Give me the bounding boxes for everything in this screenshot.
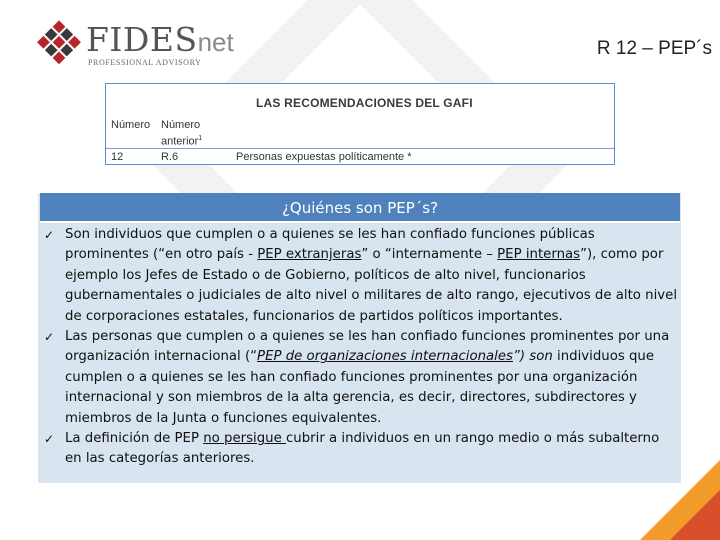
list-item bbox=[44, 327, 680, 429]
checkmark-icon: ✓ bbox=[44, 330, 55, 345]
gafi-col-anterior-text: anterior bbox=[161, 135, 199, 148]
logo-wordmark-net: net bbox=[197, 27, 234, 57]
gafi-row-anterior: R.6 bbox=[161, 151, 179, 163]
bullet-underlined-text: PEP extranjeras bbox=[257, 247, 362, 263]
bullet-text: La definición de PEP bbox=[65, 431, 204, 447]
slide-title: R 12 – PEP´s bbox=[596, 38, 712, 59]
fides-logo bbox=[36, 18, 236, 70]
gafi-col-anterior-footnote: 1 bbox=[198, 135, 203, 142]
bullet-list bbox=[44, 225, 680, 470]
bullet-text: ” o “internamente – bbox=[361, 247, 498, 263]
gafi-col-anterior-line1: Número bbox=[161, 119, 201, 131]
gafi-table-row bbox=[106, 148, 614, 167]
gafi-recommendations-table bbox=[105, 83, 615, 165]
list-item bbox=[44, 429, 680, 470]
bullet-underlined-text: PEP internas bbox=[497, 247, 581, 263]
gafi-row-descripcion: Personas expuestas políticamente * bbox=[236, 151, 412, 163]
bullet-underlined-text: no persigue bbox=[203, 431, 286, 447]
logo-tagline: PROFESSIONAL ADVISORY bbox=[88, 58, 202, 67]
gafi-col-numero: Número bbox=[111, 119, 151, 131]
gafi-col-anterior-line2 bbox=[161, 132, 202, 149]
bullet-text: Las personas que cumplen o a quienes se les han confiado funciones prominentes por una organización internacional (“ bbox=[65, 329, 670, 365]
checkmark-icon: ✓ bbox=[44, 432, 55, 447]
bullet-text: ”), como por ejemplo los Jefes de Estado o de Gobierno, políticos de alto nivel, funcionarios gubernamentales o judiciales de alto nivel o militares de alto rango, ejecutivos de alto nivel de corporaciones estatales, funcionarios de partidos políticos importantes. bbox=[65, 247, 678, 324]
gafi-col-numero-anterior bbox=[161, 118, 202, 149]
checkmark-icon: ✓ bbox=[44, 228, 55, 242]
bullet-text: individuos que cumplen o a quienes se les han confiado funciones prominentes por una organización internacional y son miembros de la alta gerencia, es decir, directores, subdirectores y miembros de la Junta o funciones equivalentes. bbox=[65, 349, 655, 426]
bullet-underlined-text: PEP de organizaciones internacionales bbox=[257, 349, 513, 365]
bullet-italic-text: ”) son bbox=[512, 349, 553, 365]
fides-diamond-logo-icon bbox=[36, 20, 82, 66]
panel-header: ¿Quiénes son PEP´s? bbox=[40, 193, 680, 223]
logo-wordmark bbox=[86, 22, 234, 60]
gafi-table-title: LAS RECOMENDACIONES DEL GAFI bbox=[256, 96, 473, 110]
bullet-text: cubrir a individuos en un rango medio o más subalterno en las categorías anteriores. bbox=[65, 431, 660, 467]
list-item bbox=[44, 225, 680, 327]
logo-wordmark-fides: FIDES bbox=[86, 20, 198, 59]
bullet-text: Son individuos que cumplen o a quienes se les han confiado funciones públicas prominentes (“en otro país - bbox=[65, 227, 595, 263]
gafi-row-numero: 12 bbox=[111, 151, 124, 163]
